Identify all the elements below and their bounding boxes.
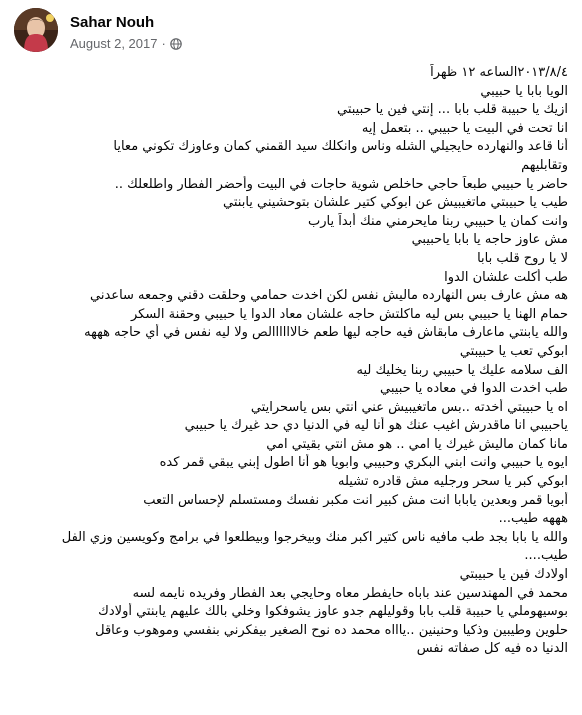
- post-line: اه يا حبيبتي أخدته ..بس ماتغيبيش عني انتي بس ياسحرايتي: [250, 399, 568, 415]
- post-line: لا يا روح قلب بابا: [477, 250, 568, 266]
- post-line: طب أكلت علشان الدوا: [444, 269, 568, 285]
- post-line: حلوين وطيبين وذكيا وحنينين ..ياااه محمد ده نوح الصغير بيفكرني بنفسي وموهوب وعاقل: [95, 622, 568, 638]
- post-meta: [70, 36, 182, 51]
- post-line: اولادك فين يا حبيبتي: [459, 567, 568, 583]
- post-line: مش عاوز حاجه يا بابا ياحبيبي: [411, 232, 568, 248]
- post-line: ازيك يا حبيبة قلب بابا ... إنتي فين يا حبيبتي: [336, 102, 568, 118]
- post-line: مانا كمان ماليش غيرك يا امي .. هو مش انتي بقيتي امي: [266, 436, 568, 452]
- post-line: الدنيا ده فيه كل صفاته نفس: [416, 641, 568, 657]
- post-line: بوسيهوملي يا حبيبة قلب بابا وقوليلهم جدو عاوز يشوفكوا وخلي بالك عليهم يابنتي أولادك: [98, 604, 568, 620]
- meta-separator: ·: [161, 36, 166, 51]
- post-line: ياحبيبي انا ماقدرش اغيب عنك هو أنا ليه في الدنيا دي حد غيرك يا حبيبي: [184, 418, 568, 434]
- post-line: محمد في المهندسين عند باباه حايفطر معاه وحايجي بعد الفطار وفريده نايمه لسه: [132, 585, 568, 601]
- post-line: هههه طيب...: [498, 511, 568, 527]
- avatar[interactable]: [14, 8, 58, 52]
- post-line: الف سلامه عليك يا حبيبي ربنا يخليك ليه: [356, 362, 568, 378]
- post-line: طيب....: [524, 548, 568, 564]
- post-line: هه مش عارف بس النهارده ماليش نفس لكن اخدت حمامي وحلقت دقني وجمعه ساعدني: [90, 288, 568, 304]
- post-line: والله يا بابا بجد طب مافيه ناس كتير اكبر منك وبيخرجوا وبيطلعوا في برامج وكويسين وزي الفل: [61, 529, 568, 545]
- post-date[interactable]: August 2, 2017: [70, 36, 158, 51]
- post-line: وتقابليهم: [521, 157, 568, 173]
- post-line: ٢٠١٣/٨/٤الساعه ١٢ ظهراً: [430, 65, 568, 80]
- post-line: ابوكي كبر يا سحر ورجليه مش قادره تشيله: [337, 474, 568, 490]
- post-line: حاضر يا حبيبي طبعاً حاجي حاخلص شوية حاجات في البيت وأحضر الفطار واطلعلك ..: [114, 176, 568, 192]
- post-line: أبويا قمر وبعدين يابابا انت مش كبير انت مكبر نفسك ومستسلم لإحساس التعب: [143, 492, 568, 508]
- post-line: أنا قاعد والنهارده حايجيلي الشله وناس وانكلك سيد القمني كمان وعاوزك تكوني معايا: [113, 139, 568, 155]
- post-line: الويا بابا يا حبيبي: [480, 83, 568, 99]
- author-name[interactable]: Sahar Nouh: [70, 14, 155, 31]
- post-line: ايوه يا حبيبي وانت ابني البكري وحبيبي وابويا هو أنا اطول إبني يبقي قمر كده: [159, 455, 568, 471]
- post-line: ابوكي تعب يا حبيبتي: [459, 343, 568, 359]
- post-line: وانت كمان يا حبيبي ربنا مايحرمني منك أبداً يارب: [308, 213, 568, 229]
- post-line: حمام الهنا يا حبيبي بس ليه ماكلتش حاجه علشان معاد الدوا يا حبيبي وحقنة السكر: [130, 306, 568, 322]
- post-line: والله يابنتي ماعارف مابقاش فيه حاجه ليها طعم خالاااااالص ولا ليه نفس في أي حاجه هههه: [84, 325, 568, 341]
- globe-icon[interactable]: [170, 38, 182, 50]
- post-line: طيب يا حبيبتي ماتغيبيش عن ابوكي كتير علشان بتوحشيني يابنتي: [223, 195, 568, 211]
- post-line: انا تحت في البيت يا حبيبي .. بتعمل إيه: [361, 120, 568, 136]
- post-body: [10, 64, 568, 659]
- post-line: طب اخدت الدوا في معاده يا حبيبي: [380, 381, 568, 397]
- post-header: [14, 8, 574, 56]
